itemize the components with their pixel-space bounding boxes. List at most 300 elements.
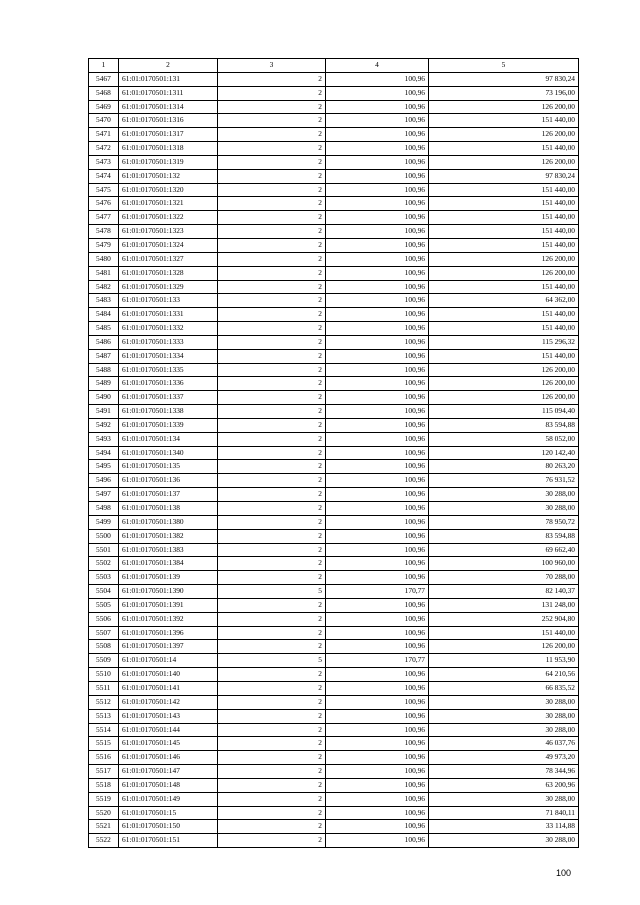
table-cell-col1: 5491 [89, 405, 119, 419]
column-header-4: 4 [326, 59, 429, 73]
table-cell-col4: 100,96 [326, 155, 429, 169]
table-cell-col4: 100,96 [326, 571, 429, 585]
table-row [89, 100, 579, 114]
table-cell-col2: 61:01:0170501:1314 [119, 100, 218, 114]
table-cell-col3: 2 [218, 723, 326, 737]
table-cell-col1: 5517 [89, 765, 119, 779]
table-cell-col4: 100,96 [326, 529, 429, 543]
table-cell-col5: 100 960,00 [429, 557, 579, 571]
table-cell-col2: 61:01:0170501:133 [119, 294, 218, 308]
table-cell-col4: 100,96 [326, 723, 429, 737]
table-row [89, 529, 579, 543]
table-cell-col2: 61:01:0170501:1390 [119, 585, 218, 599]
table-cell-col2: 61:01:0170501:1320 [119, 183, 218, 197]
table-cell-col5: 69 662,40 [429, 543, 579, 557]
table-cell-col2: 61:01:0170501:140 [119, 668, 218, 682]
table-row [89, 778, 579, 792]
table-cell-col2: 61:01:0170501:15 [119, 806, 218, 820]
table-row [89, 142, 579, 156]
table-cell-col1: 5522 [89, 834, 119, 848]
table-cell-col4: 100,96 [326, 183, 429, 197]
table-cell-col2: 61:01:0170501:1317 [119, 128, 218, 142]
table-cell-col1: 5502 [89, 557, 119, 571]
table-cell-col2: 61:01:0170501:151 [119, 834, 218, 848]
table-cell-col4: 100,96 [326, 335, 429, 349]
table-cell-col5: 252 904,80 [429, 612, 579, 626]
table-cell-col2: 61:01:0170501:146 [119, 751, 218, 765]
table-cell-col1: 5504 [89, 585, 119, 599]
table-cell-col3: 2 [218, 543, 326, 557]
table-cell-col2: 61:01:0170501:148 [119, 778, 218, 792]
table-cell-col5: 11 953,90 [429, 654, 579, 668]
table-cell-col1: 5499 [89, 515, 119, 529]
table-cell-col4: 100,96 [326, 460, 429, 474]
table-cell-col2: 61:01:0170501:1324 [119, 238, 218, 252]
table-cell-col3: 2 [218, 598, 326, 612]
table-cell-col4: 100,96 [326, 308, 429, 322]
table-cell-col5: 64 210,56 [429, 668, 579, 682]
table-cell-col2: 61:01:0170501:1332 [119, 322, 218, 336]
table-row [89, 294, 579, 308]
table-row [89, 446, 579, 460]
table-cell-col5: 97 830,24 [429, 169, 579, 183]
table-cell-col1: 5469 [89, 100, 119, 114]
table-cell-col2: 61:01:0170501:150 [119, 820, 218, 834]
table-cell-col3: 2 [218, 792, 326, 806]
table-cell-col3: 2 [218, 391, 326, 405]
table-cell-col5: 30 288,00 [429, 695, 579, 709]
table-cell-col1: 5492 [89, 418, 119, 432]
table-row [89, 695, 579, 709]
table-cell-col1: 5474 [89, 169, 119, 183]
table-cell-col3: 2 [218, 695, 326, 709]
table-cell-col1: 5503 [89, 571, 119, 585]
table-cell-col2: 61:01:0170501:1321 [119, 197, 218, 211]
table-cell-col4: 100,96 [326, 792, 429, 806]
table-cell-col3: 2 [218, 128, 326, 142]
column-header-1: 1 [89, 59, 119, 73]
table-cell-col2: 61:01:0170501:1311 [119, 86, 218, 100]
table-cell-col3: 2 [218, 155, 326, 169]
table-cell-col3: 2 [218, 363, 326, 377]
table-cell-col5: 151 440,00 [429, 183, 579, 197]
table-body [89, 72, 579, 847]
table-cell-col3: 2 [218, 834, 326, 848]
table-cell-col2: 61:01:0170501:145 [119, 737, 218, 751]
table-cell-col3: 2 [218, 446, 326, 460]
table-cell-col2: 61:01:0170501:1392 [119, 612, 218, 626]
table-cell-col2: 61:01:0170501:132 [119, 169, 218, 183]
table-row [89, 585, 579, 599]
table-cell-col4: 100,96 [326, 474, 429, 488]
table-row [89, 681, 579, 695]
table-cell-col5: 126 200,00 [429, 252, 579, 266]
table-cell-col5: 78 950,72 [429, 515, 579, 529]
table-row [89, 709, 579, 723]
table-cell-col4: 100,96 [326, 225, 429, 239]
table-cell-col3: 2 [218, 778, 326, 792]
table-cell-col1: 5488 [89, 363, 119, 377]
table-cell-col3: 2 [218, 183, 326, 197]
table-cell-col4: 100,96 [326, 72, 429, 86]
table-cell-col3: 2 [218, 668, 326, 682]
table-cell-col4: 100,96 [326, 349, 429, 363]
table-cell-col3: 2 [218, 806, 326, 820]
table-row [89, 280, 579, 294]
table-cell-col4: 100,96 [326, 668, 429, 682]
table-row [89, 723, 579, 737]
table-cell-col5: 126 200,00 [429, 391, 579, 405]
table-cell-col2: 61:01:0170501:1380 [119, 515, 218, 529]
table-cell-col2: 61:01:0170501:1318 [119, 142, 218, 156]
table-row [89, 155, 579, 169]
table-cell-col5: 30 288,00 [429, 709, 579, 723]
table-cell-col4: 100,96 [326, 806, 429, 820]
table-cell-col3: 2 [218, 474, 326, 488]
table-cell-col4: 100,96 [326, 169, 429, 183]
table-cell-col5: 151 440,00 [429, 238, 579, 252]
table-header-row [89, 59, 579, 73]
column-header-5: 5 [429, 59, 579, 73]
table-cell-col1: 5493 [89, 432, 119, 446]
table-cell-col4: 100,96 [326, 391, 429, 405]
table-cell-col4: 100,96 [326, 252, 429, 266]
table-cell-col2: 61:01:0170501:1323 [119, 225, 218, 239]
table-cell-col3: 5 [218, 585, 326, 599]
table-cell-col2: 61:01:0170501:1328 [119, 266, 218, 280]
table-row [89, 654, 579, 668]
table-cell-col1: 5510 [89, 668, 119, 682]
table-cell-col4: 100,96 [326, 197, 429, 211]
table-cell-col1: 5476 [89, 197, 119, 211]
table-cell-col2: 61:01:0170501:1334 [119, 349, 218, 363]
table-cell-col1: 5496 [89, 474, 119, 488]
table-cell-col3: 2 [218, 114, 326, 128]
table-cell-col1: 5497 [89, 488, 119, 502]
table-row [89, 308, 579, 322]
table-cell-col1: 5489 [89, 377, 119, 391]
table-row [89, 806, 579, 820]
table-row [89, 640, 579, 654]
table-cell-col4: 100,96 [326, 418, 429, 432]
table-row [89, 502, 579, 516]
table-cell-col2: 61:01:0170501:1327 [119, 252, 218, 266]
table-row [89, 460, 579, 474]
table-cell-col4: 100,96 [326, 211, 429, 225]
table-cell-col1: 5473 [89, 155, 119, 169]
table-row [89, 834, 579, 848]
table-row [89, 128, 579, 142]
table-cell-col1: 5521 [89, 820, 119, 834]
table-cell-col1: 5512 [89, 695, 119, 709]
table-cell-col5: 70 288,00 [429, 571, 579, 585]
table-cell-col4: 100,96 [326, 640, 429, 654]
table-cell-col5: 97 830,24 [429, 72, 579, 86]
table-cell-col3: 2 [218, 681, 326, 695]
table-cell-col2: 61:01:0170501:131 [119, 72, 218, 86]
table-row [89, 349, 579, 363]
table-cell-col1: 5507 [89, 626, 119, 640]
table-cell-col2: 61:01:0170501:1316 [119, 114, 218, 128]
table-cell-col5: 58 052,00 [429, 432, 579, 446]
table-cell-col4: 100,96 [326, 377, 429, 391]
table-cell-col3: 2 [218, 557, 326, 571]
table-cell-col5: 115 296,32 [429, 335, 579, 349]
table-cell-col2: 61:01:0170501:147 [119, 765, 218, 779]
table-cell-col1: 5520 [89, 806, 119, 820]
table-cell-col4: 100,96 [326, 751, 429, 765]
table-cell-col2: 61:01:0170501:137 [119, 488, 218, 502]
table-row [89, 737, 579, 751]
table-cell-col4: 100,96 [326, 778, 429, 792]
table-cell-col2: 61:01:0170501:1336 [119, 377, 218, 391]
table-cell-col5: 80 263,20 [429, 460, 579, 474]
table-cell-col4: 100,96 [326, 488, 429, 502]
table-cell-col3: 2 [218, 626, 326, 640]
table-cell-col4: 100,96 [326, 86, 429, 100]
table-cell-col4: 100,96 [326, 834, 429, 848]
table-cell-col3: 2 [218, 418, 326, 432]
table-cell-col4: 100,96 [326, 709, 429, 723]
table-cell-col1: 5490 [89, 391, 119, 405]
table-cell-col5: 82 140,37 [429, 585, 579, 599]
table-cell-col1: 5495 [89, 460, 119, 474]
table-cell-col4: 100,96 [326, 322, 429, 336]
table-cell-col2: 61:01:0170501:1333 [119, 335, 218, 349]
table-cell-col4: 100,96 [326, 737, 429, 751]
table-cell-col4: 100,96 [326, 238, 429, 252]
table-cell-col4: 100,96 [326, 128, 429, 142]
table-cell-col3: 2 [218, 197, 326, 211]
table-cell-col5: 151 440,00 [429, 349, 579, 363]
table-row [89, 197, 579, 211]
table-cell-col4: 100,96 [326, 765, 429, 779]
table-cell-col5: 126 200,00 [429, 640, 579, 654]
table-row [89, 405, 579, 419]
table-cell-col5: 151 440,00 [429, 626, 579, 640]
table-cell-col4: 100,96 [326, 681, 429, 695]
table-cell-col2: 61:01:0170501:1338 [119, 405, 218, 419]
table-cell-col2: 61:01:0170501:1331 [119, 308, 218, 322]
table-cell-col3: 5 [218, 654, 326, 668]
table-row [89, 474, 579, 488]
table-cell-col3: 2 [218, 460, 326, 474]
table-cell-col1: 5468 [89, 86, 119, 100]
table-row [89, 266, 579, 280]
table-cell-col1: 5485 [89, 322, 119, 336]
table-cell-col4: 100,96 [326, 543, 429, 557]
table-cell-col2: 61:01:0170501:142 [119, 695, 218, 709]
table-row [89, 391, 579, 405]
table-cell-col3: 2 [218, 266, 326, 280]
column-header-2: 2 [119, 59, 218, 73]
table-cell-col5: 126 200,00 [429, 100, 579, 114]
table-cell-col2: 61:01:0170501:1329 [119, 280, 218, 294]
table-row [89, 488, 579, 502]
table-cell-col3: 2 [218, 377, 326, 391]
table-cell-col4: 100,96 [326, 612, 429, 626]
table-cell-col4: 100,96 [326, 446, 429, 460]
table-cell-col2: 61:01:0170501:138 [119, 502, 218, 516]
table-cell-col3: 2 [218, 225, 326, 239]
table-row [89, 571, 579, 585]
table-cell-col1: 5482 [89, 280, 119, 294]
table-cell-col5: 64 362,00 [429, 294, 579, 308]
table-cell-col2: 61:01:0170501:144 [119, 723, 218, 737]
table-cell-col2: 61:01:0170501:14 [119, 654, 218, 668]
table-row [89, 668, 579, 682]
table-cell-col2: 61:01:0170501:1339 [119, 418, 218, 432]
table-cell-col3: 2 [218, 86, 326, 100]
table-cell-col5: 83 594,88 [429, 418, 579, 432]
table-cell-col5: 30 288,00 [429, 488, 579, 502]
table-cell-col2: 61:01:0170501:143 [119, 709, 218, 723]
table-cell-col3: 2 [218, 612, 326, 626]
table-cell-col5: 131 248,00 [429, 598, 579, 612]
table-cell-col5: 83 594,88 [429, 529, 579, 543]
table-cell-col1: 5470 [89, 114, 119, 128]
table-cell-col2: 61:01:0170501:1340 [119, 446, 218, 460]
table-row [89, 114, 579, 128]
table-row [89, 363, 579, 377]
table-cell-col5: 30 288,00 [429, 834, 579, 848]
table-cell-col1: 5509 [89, 654, 119, 668]
table-cell-col1: 5487 [89, 349, 119, 363]
table-cell-col2: 61:01:0170501:1391 [119, 598, 218, 612]
table-cell-col3: 2 [218, 571, 326, 585]
table-cell-col3: 2 [218, 529, 326, 543]
table-cell-col3: 2 [218, 502, 326, 516]
table-cell-col4: 100,96 [326, 280, 429, 294]
table-cell-col1: 5518 [89, 778, 119, 792]
table-cell-col5: 151 440,00 [429, 225, 579, 239]
table-cell-col1: 5500 [89, 529, 119, 543]
table-cell-col3: 2 [218, 335, 326, 349]
table-cell-col5: 71 840,11 [429, 806, 579, 820]
table-cell-col5: 126 200,00 [429, 128, 579, 142]
table-cell-col1: 5514 [89, 723, 119, 737]
table-cell-col2: 61:01:0170501:1382 [119, 529, 218, 543]
table-cell-col3: 2 [218, 308, 326, 322]
table-cell-col4: 100,96 [326, 557, 429, 571]
table-row [89, 626, 579, 640]
table-cell-col5: 30 288,00 [429, 502, 579, 516]
table-row [89, 515, 579, 529]
table-cell-col5: 46 037,76 [429, 737, 579, 751]
table-cell-col1: 5475 [89, 183, 119, 197]
table-cell-col1: 5498 [89, 502, 119, 516]
table-cell-col1: 5516 [89, 751, 119, 765]
table-cell-col5: 126 200,00 [429, 377, 579, 391]
table-row [89, 765, 579, 779]
table-cell-col1: 5471 [89, 128, 119, 142]
table-cell-col1: 5478 [89, 225, 119, 239]
table-cell-col2: 61:01:0170501:1322 [119, 211, 218, 225]
table-cell-col3: 2 [218, 751, 326, 765]
table-row [89, 418, 579, 432]
table-row [89, 211, 579, 225]
table-cell-col2: 61:01:0170501:1397 [119, 640, 218, 654]
table-cell-col5: 30 288,00 [429, 792, 579, 806]
table-cell-col1: 5513 [89, 709, 119, 723]
table-cell-col1: 5486 [89, 335, 119, 349]
table-cell-col5: 126 200,00 [429, 155, 579, 169]
table-cell-col3: 2 [218, 488, 326, 502]
table-cell-col4: 100,96 [326, 100, 429, 114]
table-row [89, 252, 579, 266]
table-row [89, 557, 579, 571]
table-cell-col4: 100,96 [326, 626, 429, 640]
table-cell-col3: 2 [218, 765, 326, 779]
table-row [89, 238, 579, 252]
table-cell-col1: 5480 [89, 252, 119, 266]
table-cell-col1: 5511 [89, 681, 119, 695]
table-cell-col1: 5505 [89, 598, 119, 612]
table-cell-col1: 5472 [89, 142, 119, 156]
table-row [89, 86, 579, 100]
column-header-3: 3 [218, 59, 326, 73]
table-cell-col5: 63 200,96 [429, 778, 579, 792]
table-row [89, 432, 579, 446]
table-cell-col5: 78 344,96 [429, 765, 579, 779]
table-cell-col2: 61:01:0170501:1383 [119, 543, 218, 557]
data-table [88, 58, 579, 848]
table-cell-col3: 2 [218, 169, 326, 183]
table-cell-col5: 33 114,88 [429, 820, 579, 834]
table-cell-col4: 100,96 [326, 695, 429, 709]
page-number: 100 [556, 868, 572, 878]
table-cell-col2: 61:01:0170501:1396 [119, 626, 218, 640]
table-cell-col1: 5501 [89, 543, 119, 557]
table-cell-col5: 151 440,00 [429, 114, 579, 128]
table-cell-col3: 2 [218, 72, 326, 86]
table-cell-col2: 61:01:0170501:1319 [119, 155, 218, 169]
table-cell-col5: 126 200,00 [429, 363, 579, 377]
table-row [89, 335, 579, 349]
table-cell-col3: 2 [218, 432, 326, 446]
table-cell-col5: 30 288,00 [429, 723, 579, 737]
table-cell-col1: 5494 [89, 446, 119, 460]
table-cell-col5: 115 094,40 [429, 405, 579, 419]
table-cell-col5: 120 142,40 [429, 446, 579, 460]
table-cell-col1: 5481 [89, 266, 119, 280]
table-cell-col5: 76 931,52 [429, 474, 579, 488]
table-cell-col1: 5506 [89, 612, 119, 626]
table-cell-col2: 61:01:0170501:1384 [119, 557, 218, 571]
table-cell-col5: 73 196,00 [429, 86, 579, 100]
table-cell-col5: 151 440,00 [429, 322, 579, 336]
table-cell-col1: 5467 [89, 72, 119, 86]
table-cell-col4: 170,77 [326, 585, 429, 599]
table-cell-col5: 151 440,00 [429, 308, 579, 322]
table-cell-col1: 5484 [89, 308, 119, 322]
table-cell-col3: 2 [218, 252, 326, 266]
table-cell-col2: 61:01:0170501:134 [119, 432, 218, 446]
table-cell-col3: 2 [218, 211, 326, 225]
table-cell-col3: 2 [218, 737, 326, 751]
table-row [89, 72, 579, 86]
table-cell-col5: 151 440,00 [429, 280, 579, 294]
table-cell-col1: 5515 [89, 737, 119, 751]
table-cell-col3: 2 [218, 294, 326, 308]
table-cell-col4: 100,96 [326, 294, 429, 308]
table-cell-col3: 2 [218, 280, 326, 294]
table-row [89, 792, 579, 806]
table-cell-col2: 61:01:0170501:1337 [119, 391, 218, 405]
table-cell-col2: 61:01:0170501:136 [119, 474, 218, 488]
table-cell-col1: 5479 [89, 238, 119, 252]
table-row [89, 543, 579, 557]
